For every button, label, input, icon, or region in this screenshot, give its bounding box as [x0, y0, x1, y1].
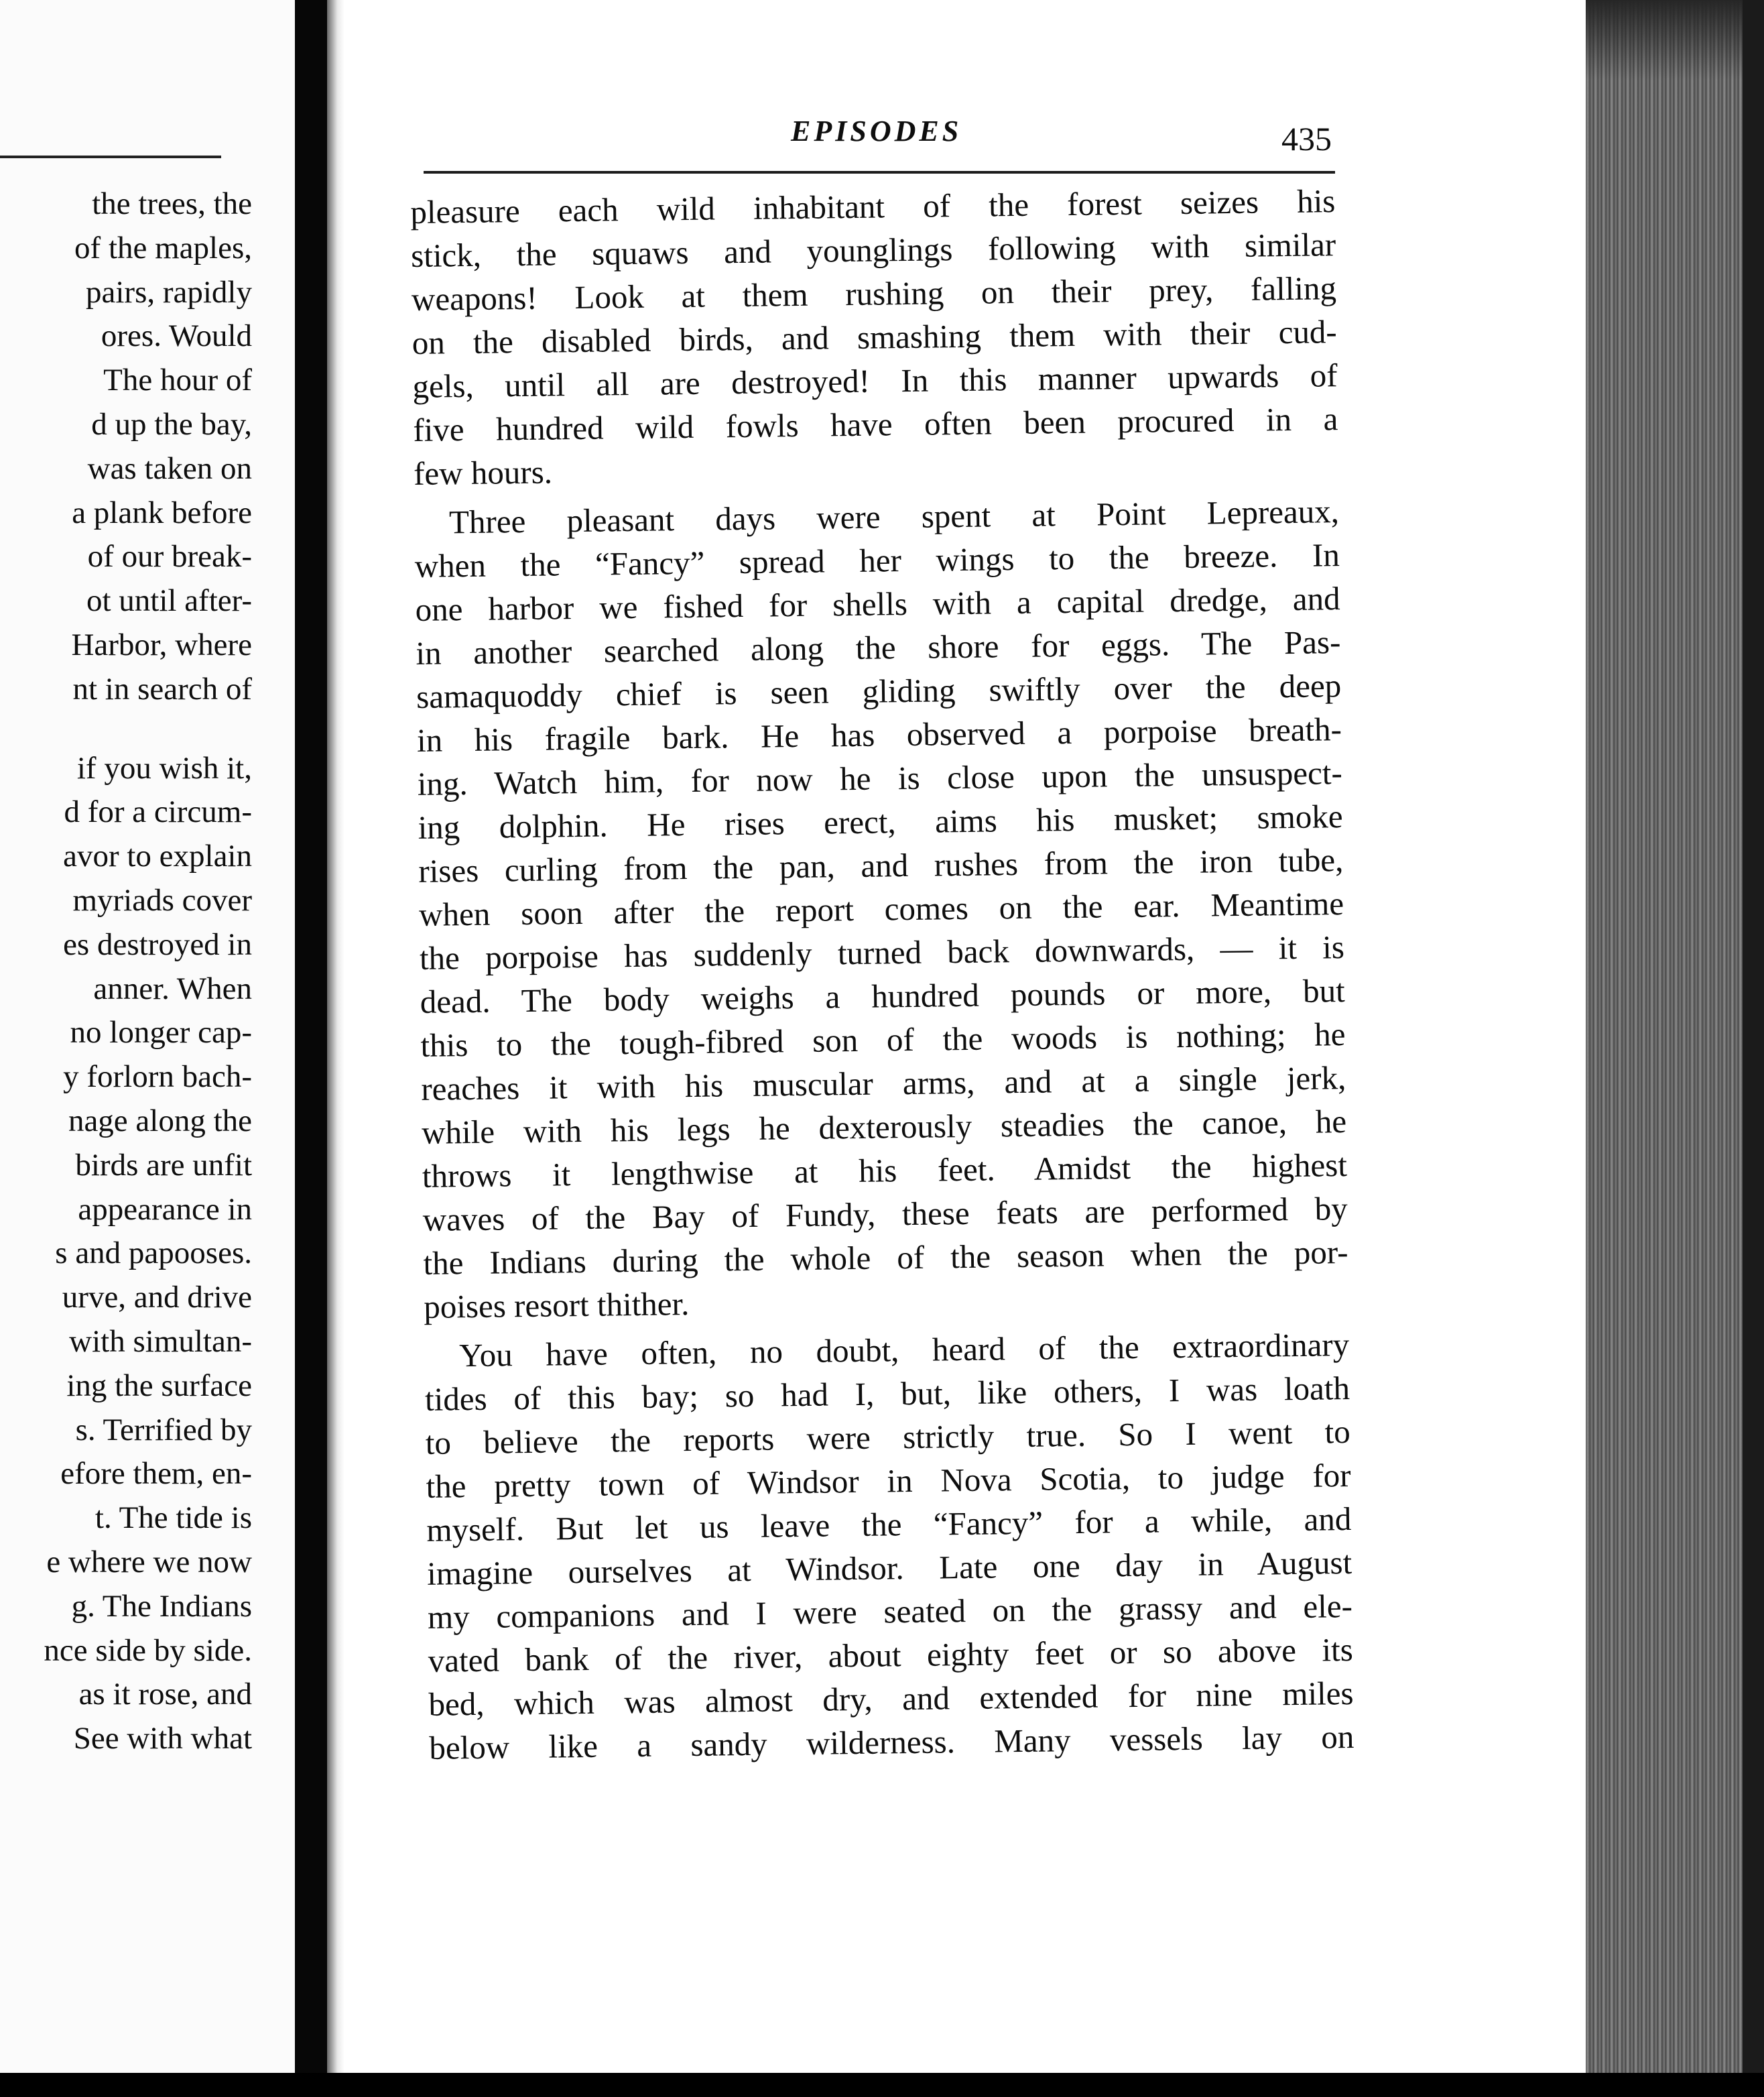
text-line: the pretty town of Windsor in Nova Scotia, to judge for — [426, 1456, 1351, 1505]
text-line: bed, which was almost dry, and extended for nine miles — [428, 1674, 1354, 1723]
text-line: five hundred wild fowls have often been procured in a — [413, 400, 1338, 448]
text-line: my companions and I were seated on the grassy and ele- — [427, 1587, 1353, 1636]
facing-page-line: was taken on — [87, 451, 252, 486]
facing-page-line: birds are unfit — [75, 1147, 252, 1183]
facing-page-line: of our break- — [87, 539, 252, 575]
header-rule — [424, 171, 1335, 174]
facing-page-line: The hour of — [103, 363, 252, 398]
text-line: throws it lengthwise at his feet. Amidst the highest — [422, 1146, 1348, 1195]
facing-page-line: Harbor, where — [71, 627, 252, 662]
page-block-edge — [1586, 0, 1764, 2097]
text-line: reaches it with his muscular arms, and at a single jerk, — [421, 1059, 1346, 1107]
paragraph-first-line: Three pleasant days were spent at Point Lepreaux, — [448, 493, 1340, 541]
text-line: in another searched along the shore for eggs. The Pas- — [416, 623, 1341, 672]
text-line: one harbor we fished for shells with a capital dredge, and — [415, 580, 1340, 628]
facing-page-line: d for a circum- — [64, 794, 252, 830]
facing-page-line: a plank before — [72, 495, 252, 530]
facing-page-line: nt in search of — [72, 671, 252, 707]
page-block-edge-shadow — [1586, 0, 1764, 80]
facing-page-line: efore them, en- — [60, 1456, 252, 1492]
facing-page-line: the trees, the — [92, 186, 252, 221]
facing-page-line: pairs, rapidly — [86, 274, 252, 310]
text-line: weapons! Look at them rushing on their prey, falling — [411, 269, 1337, 318]
text-line: dead. The body weighs a hundred pounds or more, but — [420, 972, 1346, 1020]
facing-page-line: if you wish it, — [76, 750, 252, 786]
text-line: samaquoddy chief is seen gliding swiftly over the deep — [416, 667, 1342, 715]
facing-page-line: ores. Would — [101, 318, 252, 354]
facing-page-rule — [0, 156, 221, 158]
text-line: myself. But let us leave the “Fancy” for a while, and — [426, 1500, 1352, 1549]
facing-page-line: ot until after- — [86, 583, 252, 619]
text-line: tides of this bay; so had I, but, like others, I was loath — [424, 1370, 1350, 1418]
facing-page-line: ing the surface — [66, 1368, 252, 1403]
facing-page-line: g. The Indians — [71, 1588, 252, 1624]
text-line: the porpoise has suddenly turned back downwards, — it is — [419, 928, 1345, 977]
gutter-fade — [327, 0, 344, 2097]
text-line: vated bank of the river, about eighty feet or so above its — [428, 1630, 1354, 1679]
text-line: when soon after the report comes on the ear. Meantime — [418, 885, 1344, 933]
text-line: this to the tough-fibred son of the woods is nothing; he — [420, 1016, 1346, 1064]
facing-page-line: appearance in — [78, 1191, 252, 1227]
paragraph-first-line: You have often, no doubt, heard of the extraordinary — [458, 1326, 1350, 1374]
text-line: gels, until all are destroyed! In this manner upwards of — [412, 357, 1338, 405]
text-line: in his fragile bark. He has observed a porpoise breath- — [416, 711, 1342, 759]
text-line: when the “Fancy” spread her wings to the breeze. In — [414, 536, 1340, 585]
text-line: few hours. — [413, 453, 553, 492]
facing-page-line: See with what — [73, 1721, 252, 1756]
facing-page-line: urve, and drive — [62, 1280, 252, 1315]
scan-bottom-border — [0, 2073, 1764, 2097]
text-line: to believe the reports were strictly true. So I went to — [425, 1413, 1351, 1461]
facing-page-line: avor to explain — [63, 839, 252, 874]
text-line: waves of the Bay of Fundy, these feats are performed by — [422, 1190, 1348, 1238]
text-line: below like a sandy wilderness. Many vessels lay on — [429, 1718, 1354, 1766]
text-line: rises curling from the pan, and rushes from the iron tube, — [418, 841, 1344, 890]
facing-page-text — [0, 182, 252, 1761]
facing-page-line: with simultan- — [69, 1323, 252, 1359]
scan-border — [1743, 0, 1764, 2097]
text-line: on the disabled birds, and smashing them with their cud- — [412, 313, 1338, 361]
facing-page-line: anner. When — [93, 971, 252, 1006]
facing-page-line: as it rose, and — [78, 1677, 252, 1712]
text-line: poises resort thither. — [424, 1285, 690, 1325]
facing-page-line: nce side by side. — [44, 1632, 252, 1668]
facing-page-line: of the maples, — [74, 230, 252, 265]
facing-page-line: s. Terrified by — [75, 1412, 252, 1447]
facing-page-line: s and papooses. — [55, 1236, 252, 1271]
text-line: stick, the squaws and younglings following with similar — [410, 226, 1336, 274]
text-line: pleasure each wild inhabitant of the forest seizes his — [410, 182, 1336, 231]
facing-page-line: myriads cover — [72, 882, 252, 918]
facing-page-line: t. The tide is — [94, 1500, 252, 1536]
text-line: ing dolphin. He rises erect, aims his musket; smoke — [418, 798, 1343, 846]
text-line: while with his legs he dexterously steadies the canoe, he — [421, 1103, 1347, 1151]
facing-page-line: no longer cap- — [70, 1015, 252, 1051]
book-gutter-shadow — [295, 0, 327, 2097]
text-line: imagine ourselves at Windsor. Late one day in August — [426, 1543, 1352, 1592]
running-head: EPISODES — [791, 115, 962, 147]
facing-page-line: nage along the — [68, 1103, 252, 1138]
text-line: the Indians during the whole of the season when the por- — [423, 1234, 1348, 1282]
facing-page-line: y forlorn bach- — [63, 1059, 252, 1095]
facing-page-line: d up the bay, — [91, 406, 252, 442]
page-number: 435 — [1281, 120, 1332, 158]
facing-page-line: es destroyed in — [63, 926, 252, 962]
facing-page — [0, 0, 295, 2097]
body-text — [410, 179, 1354, 1770]
facing-page-line: e where we now — [46, 1544, 252, 1579]
text-line: ing. Watch him, for now he is close upon the unsuspect- — [417, 754, 1343, 802]
